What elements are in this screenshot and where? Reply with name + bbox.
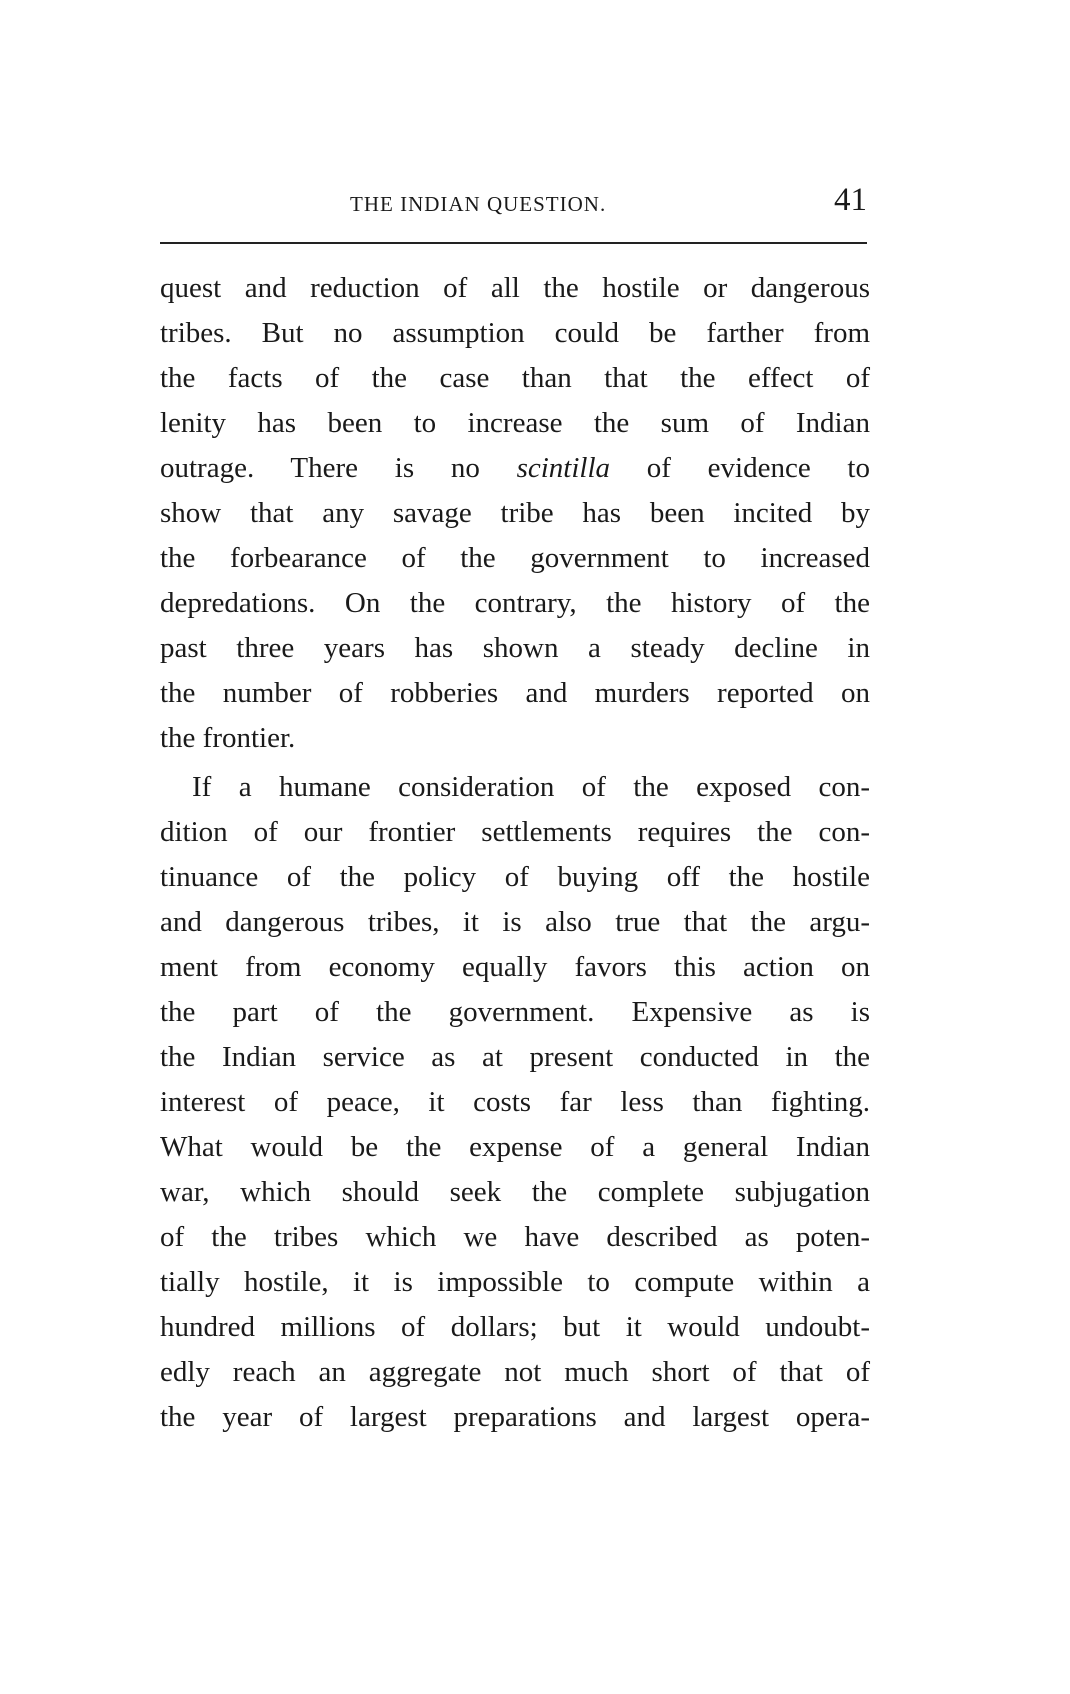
text-line: What would be the expense of a general Indian [160, 1131, 870, 1163]
paragraph [160, 765, 870, 1440]
header-rule [160, 242, 867, 244]
paragraph [160, 266, 870, 761]
text-line: the year of largest preparations and largest opera- [160, 1401, 870, 1433]
text-line: the facts of the case than that the effect of [160, 362, 870, 394]
text-line: show that any savage tribe has been incited by [160, 497, 870, 529]
text-line: tinuance of the policy of buying off the hostile [160, 861, 870, 893]
text-line: lenity has been to increase the sum of Indian [160, 407, 870, 439]
text-line: dition of our frontier settlements requires the con- [160, 816, 870, 848]
text-line: hundred millions of dollars; but it would undoubt- [160, 1311, 870, 1343]
running-title: THE INDIAN QUESTION. [350, 192, 607, 216]
text-line: interest of peace, it costs far less than fighting. [160, 1086, 870, 1118]
text-line: edly reach an aggregate not much short of that of [160, 1356, 870, 1388]
running-header [160, 182, 877, 226]
text-line: depredations. On the contrary, the history of the [160, 587, 870, 619]
text-line: tribes. But no assumption could be farther from [160, 317, 870, 349]
text-line: past three years has shown a steady decline in [160, 632, 870, 664]
text-line: If a humane consideration of the exposed con- [192, 771, 870, 803]
text-line [160, 446, 870, 491]
text-line: of the tribes which we have described as poten- [160, 1221, 870, 1253]
text-line: the part of the government. Expensive as is [160, 996, 870, 1028]
body-text [160, 266, 870, 1440]
text-line: quest and reduction of all the hostile or dangerous [160, 272, 870, 304]
text-fragment: outrage. There is no [160, 452, 517, 484]
text-line: the Indian service as at present conducted in the [160, 1041, 870, 1073]
text-line: the frontier. [160, 722, 296, 754]
text-fragment: of evidence to [610, 452, 870, 484]
italic-word: scintilla [516, 452, 611, 484]
text-line: ment from economy equally favors this action on [160, 951, 870, 983]
text-line: the forbearance of the government to increased [160, 542, 870, 574]
text-line: tially hostile, it is impossible to compute within a [160, 1266, 870, 1298]
text-line: war, which should seek the complete subjugation [160, 1176, 870, 1208]
text-line: and dangerous tribes, it is also true that the argu- [160, 906, 870, 938]
text-line: the number of robberies and murders reported on [160, 677, 870, 709]
page-number: 41 [834, 182, 867, 218]
